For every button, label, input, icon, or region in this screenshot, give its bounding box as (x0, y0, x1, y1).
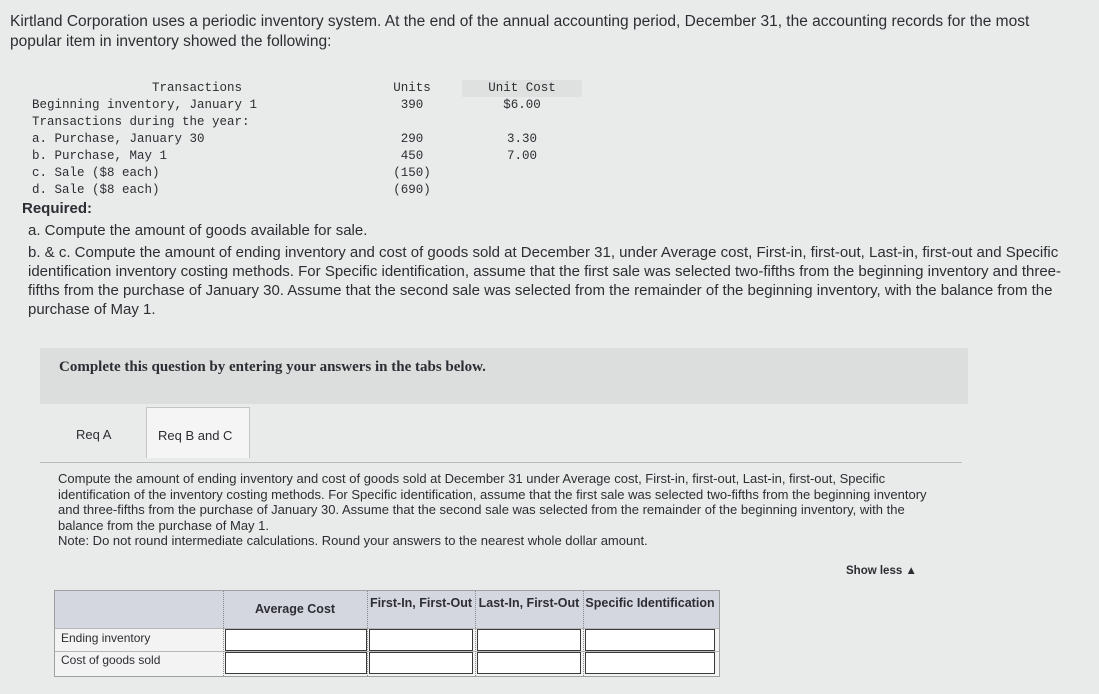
ending-inventory-fifo-input[interactable] (369, 629, 473, 651)
row-units: (690) (393, 183, 431, 197)
row-desc: Transactions during the year: (32, 115, 250, 129)
requirement-bc: b. & c. Compute the amount of ending inventory and cost of goods sold at December 31, under Average cost, First-in, first-out, Last-in, first-out and Specific identification inventory costing methods. For Specific identification, assume that the first sale was selected two-fifths from the beginning inventory and three-fifths from the purchase of January 30. Assume that the second sale was selected from the remainder of the beginning inventory, with the balance from the purchase of May 1. (28, 244, 1062, 318)
requirement-a: a. Compute the amount of goods available for sale. (28, 222, 368, 239)
row-label-cogs: Cost of goods sold (61, 653, 161, 667)
row-desc: a. Purchase, January 30 (32, 132, 205, 146)
column-divider (583, 591, 584, 676)
row-label-ending-inventory: Ending inventory (61, 631, 151, 645)
table-header-row (32, 80, 582, 97)
row-units (362, 114, 462, 131)
panel-note: Note: Do not round intermediate calculations. Round your answers to the nearest whole dollar amount. (58, 533, 648, 548)
instruction-banner (40, 348, 968, 404)
column-divider (475, 591, 476, 676)
row-cost: 7.00 (506, 149, 537, 163)
cogs-fifo-input[interactable] (369, 652, 473, 674)
cogs-average-input[interactable] (225, 652, 367, 674)
row-units: (150) (393, 166, 431, 180)
row-cost: 3.30 (506, 132, 537, 146)
row-cost (462, 165, 582, 182)
row-units: 450 (400, 149, 424, 163)
col-unit-cost: Unit Cost (462, 80, 582, 97)
col-lifo: Last-In, First-Out (478, 596, 580, 610)
tab-req-a[interactable] (40, 407, 146, 457)
transactions-table (32, 80, 582, 199)
table-row (32, 131, 582, 148)
table-row (32, 165, 582, 182)
table-row (32, 148, 582, 165)
problem-intro: Kirtland Corporation uses a periodic inventory system. At the end of the annual accounting period, December 31, the accounting records for the most popular item in inventory showed the following: (10, 13, 1030, 50)
show-less-label: Show less (846, 565, 903, 577)
col-specific-identification: Specific Identification (585, 596, 715, 610)
tab-req-b-and-c[interactable] (146, 407, 250, 458)
col-units: Units (393, 81, 431, 95)
row-cost (462, 114, 582, 131)
row-units: 290 (400, 132, 424, 146)
row-cost: $6.00 (503, 98, 541, 112)
tab-panel-instructions (58, 471, 948, 549)
ending-inventory-lifo-input[interactable] (477, 629, 581, 651)
show-less-link[interactable] (846, 565, 917, 577)
answer-table (54, 590, 720, 677)
row-desc: b. Purchase, May 1 (32, 149, 168, 163)
col-fifo: First-In, First-Out (369, 596, 473, 610)
row-desc: d. Sale ($8 each) (32, 183, 160, 197)
row-cost (462, 182, 582, 199)
triangle-up-icon: ▲ (905, 565, 917, 577)
ending-inventory-average-input[interactable] (225, 629, 367, 651)
required-heading: Required: (22, 200, 93, 217)
column-divider (223, 591, 224, 676)
row-desc: Beginning inventory, January 1 (32, 98, 258, 112)
tab-label: Req A (76, 427, 112, 442)
col-transactions: Transactions (151, 81, 242, 95)
col-average-cost: Average Cost (254, 602, 336, 616)
column-divider (367, 591, 368, 676)
cogs-lifo-input[interactable] (477, 652, 581, 674)
table-row (32, 182, 582, 199)
banner-text: Complete this question by entering your answers in the tabs below. (59, 359, 486, 375)
ending-inventory-specific-input[interactable] (585, 629, 715, 651)
row-units: 390 (400, 98, 424, 112)
panel-instructions-text: Compute the amount of ending inventory and cost of goods sold at December 31 under Average cost, First-in, first-out, Last-in, first-out, Specific identification of the inventory costing methods. For Specific identification, assume that the first sale was selected two-fifths from the beginning inventory and three-fifths from the purchase of January 30. Assume that the second sale was selected from the remainder of the beginning inventory, with the balance from the purchase of May 1. (58, 471, 927, 533)
tab-divider (40, 462, 962, 463)
row-desc: c. Sale ($8 each) (32, 166, 160, 180)
table-row (32, 114, 582, 131)
cogs-specific-input[interactable] (585, 652, 715, 674)
table-row (32, 97, 582, 114)
tab-label: Req B and C (158, 428, 233, 443)
